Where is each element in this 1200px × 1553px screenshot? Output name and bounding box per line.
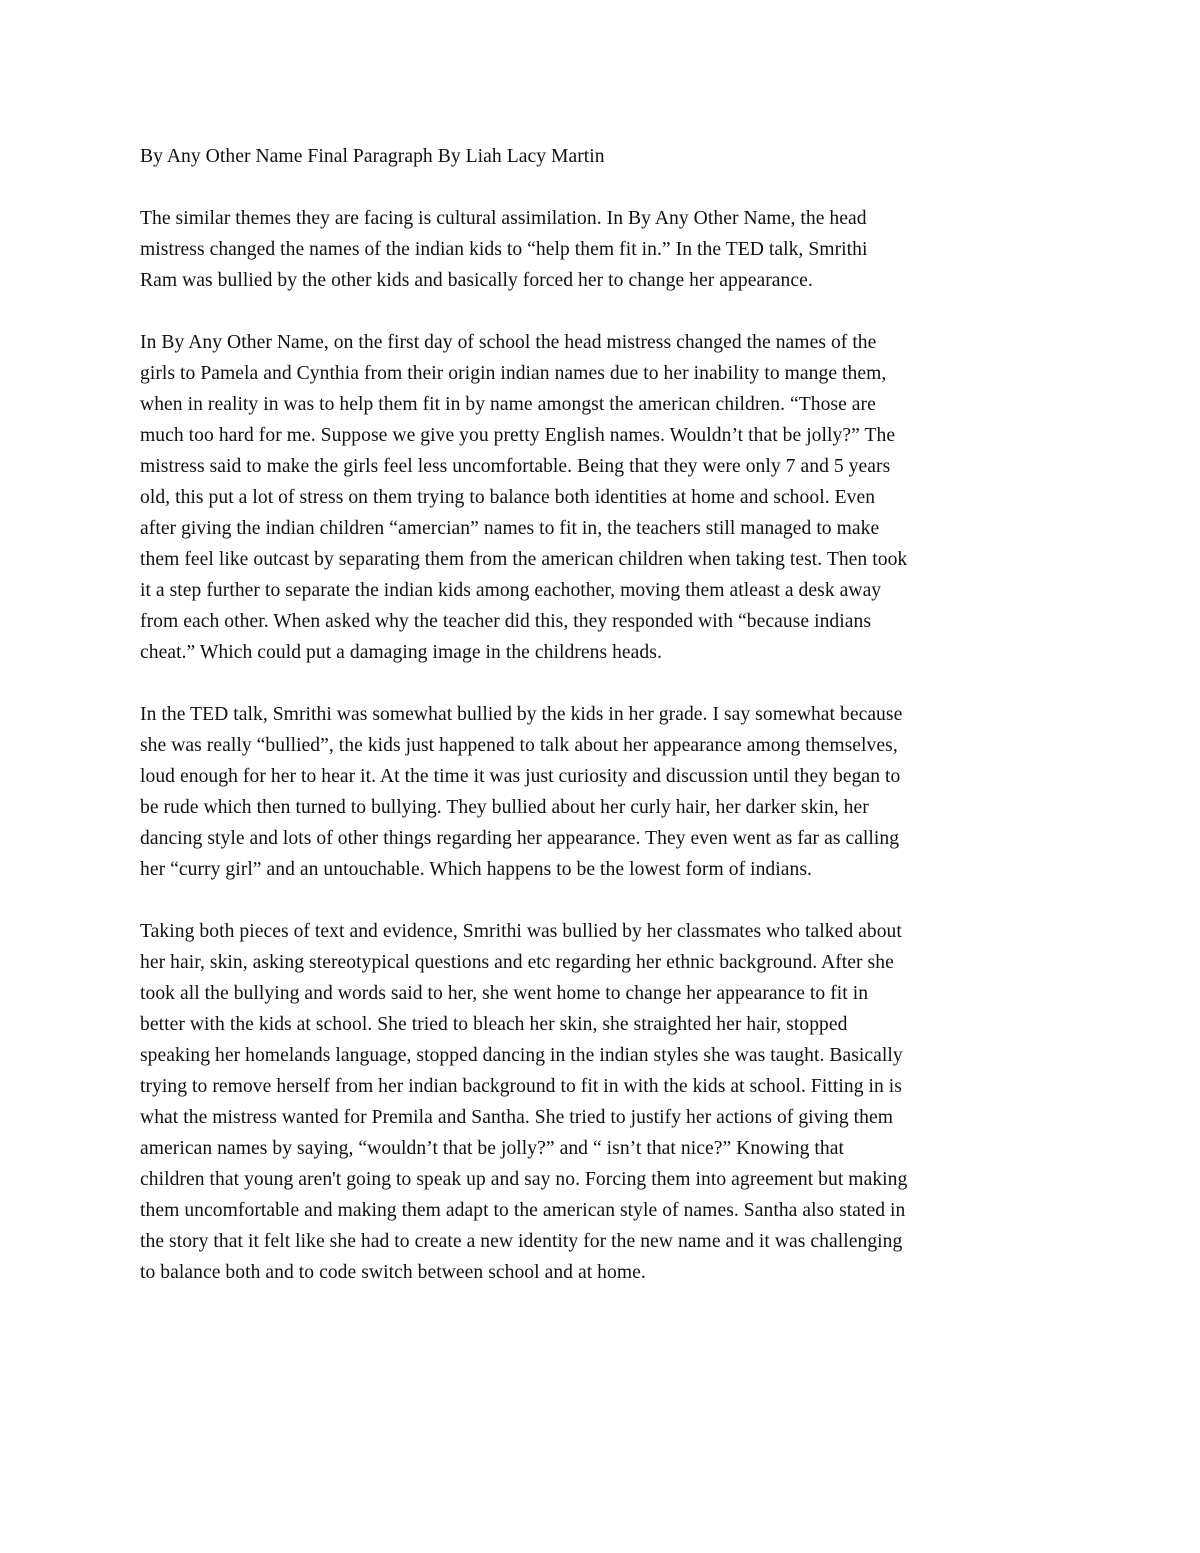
paragraph-line: mistress said to make the girls feel less uncomfortable. Being that they were only 7 and 5 years	[140, 456, 891, 477]
paragraph-line: girls to Pamela and Cynthia from their origin indian names due to her inability to mange them,	[140, 363, 887, 384]
document-title: By Any Other Name Final Paragraph By Liah Lacy Martin	[140, 146, 605, 167]
paragraph-line: speaking her homelands language, stopped dancing in the indian styles she was taught. Basically	[140, 1045, 903, 1066]
paragraph-line: much too hard for me. Suppose we give you pretty English names. Wouldn’t that be jolly?” The	[140, 425, 896, 446]
paragraph-line: them uncomfortable and making them adapt to the american style of names. Santha also stated in	[140, 1200, 906, 1221]
paragraph-line: The similar themes they are facing is cultural assimilation. In By Any Other Name, the head	[140, 208, 867, 229]
paragraph-line: In By Any Other Name, on the first day of school the head mistress changed the names of the	[140, 332, 877, 353]
paragraph-line: her hair, skin, asking stereotypical questions and etc regarding her ethnic background. After she	[140, 952, 894, 973]
paragraph-line: what the mistress wanted for Premila and Santha. She tried to justify her actions of giving them	[140, 1107, 894, 1128]
paragraph-3	[140, 699, 1065, 885]
paragraph-1	[140, 203, 1065, 296]
paragraph-line: took all the bullying and words said to her, she went home to change her appearance to fit in	[140, 983, 869, 1004]
paragraph-line: it a step further to separate the indian kids among eachother, moving them atleast a desk away	[140, 580, 882, 601]
paragraph-line: Taking both pieces of text and evidence, Smrithi was bullied by her classmates who talked about	[140, 921, 902, 942]
paragraph-4	[140, 916, 1065, 1288]
paragraph-2	[140, 327, 1065, 668]
paragraph-line: american names by saying, “wouldn’t that be jolly?” and “ isn’t that nice?” Knowing that	[140, 1138, 844, 1159]
paragraph-line: dancing style and lots of other things regarding her appearance. They even went as far as calling	[140, 828, 900, 849]
paragraph-line: to balance both and to code switch between school and at home.	[140, 1262, 646, 1283]
paragraph-line: Ram was bullied by the other kids and basically forced her to change her appearance.	[140, 270, 813, 291]
paragraph-line: loud enough for her to hear it. At the time it was just curiosity and discussion until they began to	[140, 766, 901, 787]
paragraph-line: trying to remove herself from her indian background to fit in with the kids at school. Fitting in is	[140, 1076, 902, 1097]
paragraph-line: them feel like outcast by separating them from the american children when taking test. Then took	[140, 549, 908, 570]
paragraph-line: from each other. When asked why the teacher did this, they responded with “because indians	[140, 611, 872, 632]
document-body	[140, 141, 1065, 1319]
paragraph-line: children that young aren't going to speak up and say no. Forcing them into agreement but making	[140, 1169, 908, 1190]
paragraph-line: better with the kids at school. She tried to bleach her skin, she straighted her hair, stopped	[140, 1014, 848, 1035]
paragraph-line: old, this put a lot of stress on them trying to balance both identities at home and school. Even	[140, 487, 876, 508]
paragraph-line: mistress changed the names of the indian kids to “help them fit in.” In the TED talk, Smrithi	[140, 239, 868, 260]
paragraph-line: In the TED talk, Smrithi was somewhat bullied by the kids in her grade. I say somewhat because	[140, 704, 903, 725]
paragraph-line: be rude which then turned to bullying. They bullied about her curly hair, her darker skin, her	[140, 797, 869, 818]
paragraph-line: after giving the indian children “amercian” names to fit in, the teachers still managed to make	[140, 518, 880, 539]
paragraph-line: her “curry girl” and an untouchable. Which happens to be the lowest form of indians.	[140, 859, 812, 880]
paragraph-line: when in reality in was to help them fit in by name amongst the american children. “Those are	[140, 394, 876, 415]
paragraph-line: the story that it felt like she had to create a new identity for the new name and it was challenging	[140, 1231, 903, 1252]
paragraph-line: cheat.” Which could put a damaging image in the childrens heads.	[140, 642, 662, 663]
paragraph-line: she was really “bullied”, the kids just happened to talk about her appearance among themselves,	[140, 735, 898, 756]
